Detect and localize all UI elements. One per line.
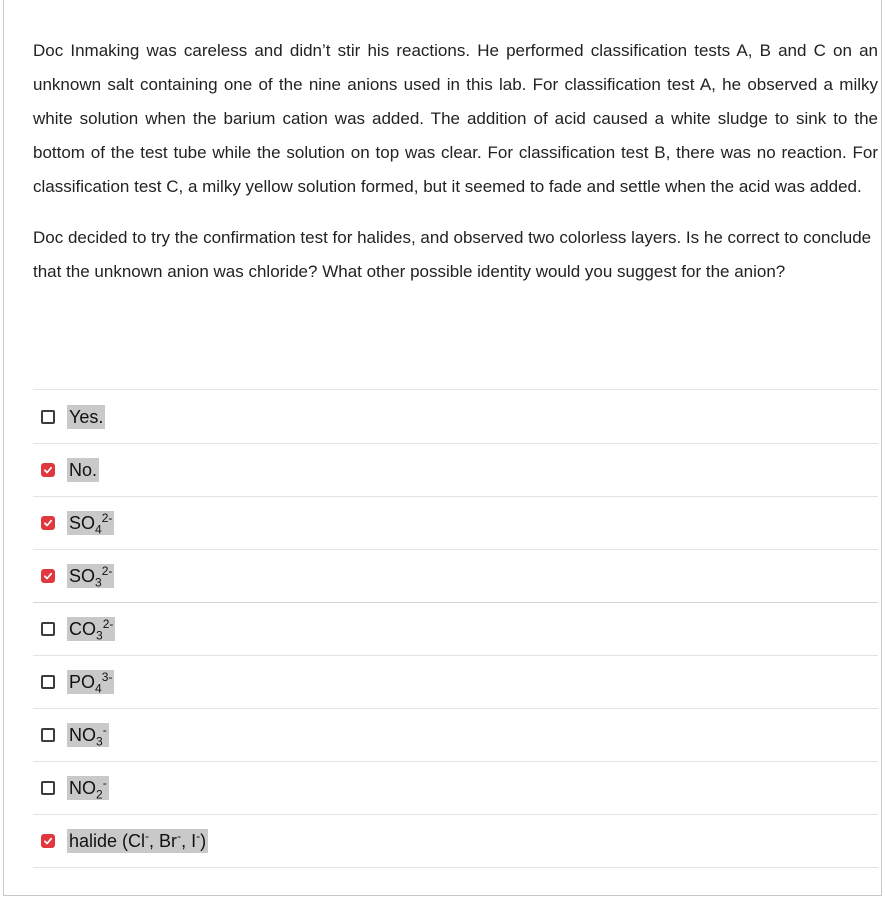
- option-yes[interactable]: [33, 390, 878, 444]
- question-text: [33, 34, 878, 306]
- option-po4[interactable]: [33, 656, 878, 709]
- checkmark-icon: [43, 835, 53, 847]
- option-label: $NO_3^-$: [69, 723, 107, 749]
- answer-options: [33, 389, 878, 868]
- option-label: $PO_4^{3-}$: [69, 670, 113, 696]
- checkbox-no2[interactable]: [41, 781, 55, 795]
- checkbox-yes[interactable]: [41, 410, 55, 424]
- checkmark-icon: [43, 464, 53, 476]
- checkbox-so4[interactable]: [41, 516, 55, 530]
- option-label: $NO_2^-$: [69, 776, 107, 802]
- checkbox-so3[interactable]: [41, 569, 55, 583]
- question-paragraph-1: Doc Inmaking was careless and didn’t stir his reactions. He performed classification tests A, B and C on an unknown salt containing one of the nine anions used in this lab. For classification test A, he observed a milky white solution when the barium cation was added. The addition of acid caused a white sludge to sink to the bottom of the test tube while the solution on top was clear. For classification test B, there was no reaction. For classification test C, a milky yellow solution formed, but it seemed to fade and settle when the acid was added.: [33, 41, 878, 196]
- option-label: $SO_3^{2-}$: [69, 564, 113, 590]
- option-label: halide (Cl-, Br-, I-): [69, 829, 207, 851]
- checkbox-halide[interactable]: [41, 834, 55, 848]
- checkbox-no3[interactable]: [41, 728, 55, 742]
- option-label: $SO_4^{2-}$: [69, 511, 113, 537]
- checkbox-co3[interactable]: [41, 622, 55, 636]
- option-no[interactable]: [33, 444, 878, 497]
- question-paragraph-2: Doc decided to try the confirmation test for halides, and observed two colorless layers. Is he correct to conclude that the unknown anion was chloride? What other possible identity would you suggest for the anion?: [33, 228, 872, 281]
- option-co3[interactable]: [33, 603, 878, 656]
- option-label: No.: [69, 460, 98, 480]
- option-label: Yes.: [69, 406, 104, 427]
- option-halide[interactable]: [33, 815, 878, 868]
- option-label: $CO_3^{2-}$: [69, 617, 114, 643]
- option-no2[interactable]: [33, 762, 878, 815]
- option-so3[interactable]: [33, 550, 878, 603]
- checkbox-no[interactable]: [41, 463, 55, 477]
- option-no3[interactable]: [33, 709, 878, 762]
- checkbox-po4[interactable]: [41, 675, 55, 689]
- checkmark-icon: [43, 517, 53, 529]
- option-so4[interactable]: [33, 497, 878, 550]
- checkmark-icon: [43, 570, 53, 582]
